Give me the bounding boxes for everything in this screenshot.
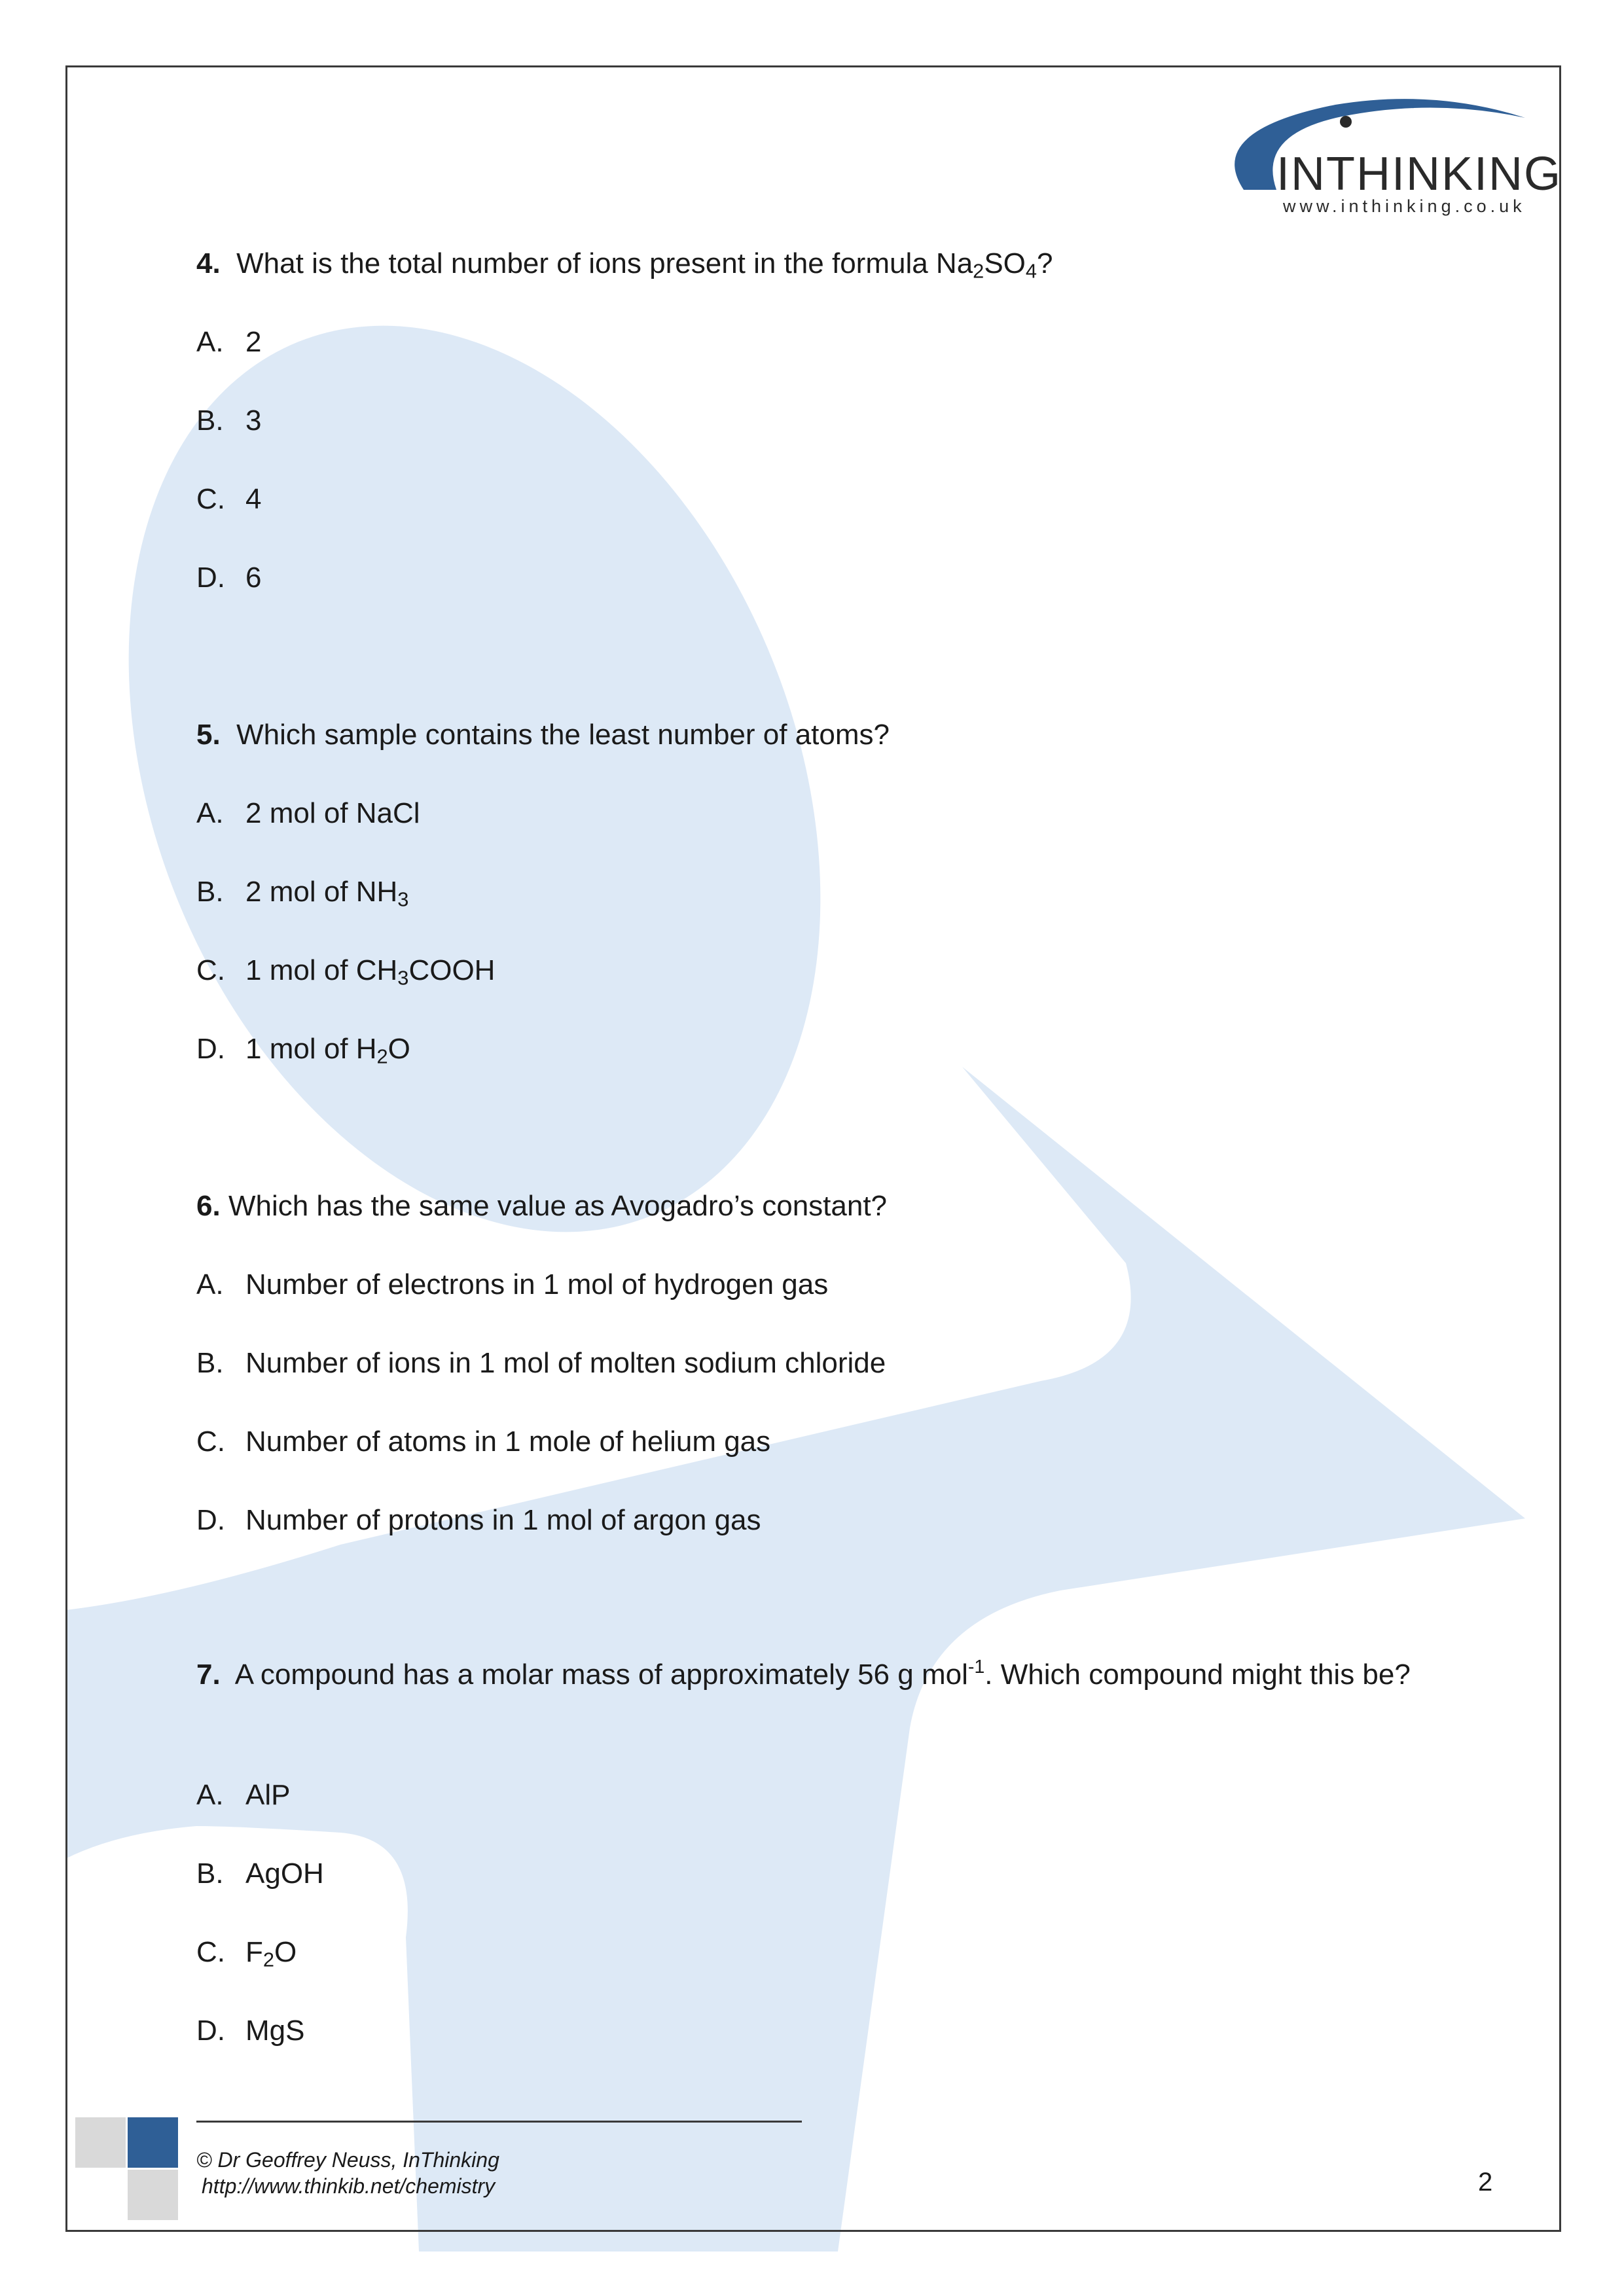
option-text: 4 (245, 483, 262, 515)
option-text: AgOH (245, 1857, 324, 1890)
logo-brand-text: INTHINKING (1276, 148, 1562, 200)
inthinking-logo (1218, 92, 1562, 223)
option-letter: B. (196, 1857, 224, 1890)
option-letter: C. (196, 483, 225, 515)
question-6 (196, 1190, 887, 1223)
answer-option[interactable] (196, 483, 261, 516)
footer-square-gray-2 (128, 2170, 178, 2220)
question-text-part: SO (984, 247, 1026, 279)
option-text-after: O (388, 1033, 410, 1065)
option-letter: D. (196, 1033, 225, 1065)
option-text: F (245, 1936, 263, 1968)
option-letter: A. (196, 326, 224, 358)
footer-credits (196, 2147, 499, 2199)
answer-option[interactable] (196, 1857, 324, 1890)
question-number: 6. (196, 1190, 221, 1222)
question-7 (196, 1655, 1440, 1695)
answer-option[interactable] (196, 562, 261, 594)
page-border (65, 65, 1561, 2232)
option-text: 1 mol of CH (245, 954, 398, 986)
subscript: 3 (397, 966, 409, 990)
answer-option[interactable] (196, 326, 261, 359)
option-text: Number of atoms in 1 mole of helium gas (245, 1426, 771, 1458)
option-letter: C. (196, 1426, 225, 1458)
subscript: 2 (376, 1045, 388, 1068)
answer-option[interactable] (196, 1033, 410, 1066)
option-letter: B. (196, 1347, 224, 1379)
option-text: 2 mol of NH (245, 876, 398, 908)
answer-option[interactable] (196, 404, 261, 437)
question-text: What is the total number of ions present in the formula Na (236, 247, 973, 279)
question-5 (196, 719, 890, 751)
option-letter: A. (196, 797, 224, 829)
footer-divider (196, 2121, 802, 2123)
footer-copyright: © Dr Geoffrey Neuss, InThinking (196, 2148, 499, 2172)
subscript: 4 (1025, 259, 1038, 283)
subscript: 3 (397, 888, 409, 911)
option-letter: D. (196, 1504, 225, 1536)
footer-url[interactable]: http://www.thinkib.net/chemistry (202, 2174, 496, 2198)
answer-option[interactable] (196, 876, 409, 911)
footer-square-gray-1 (75, 2117, 126, 2168)
answer-option[interactable] (196, 2015, 304, 2047)
option-text: 1 mol of H (245, 1033, 377, 1065)
answer-option[interactable] (196, 1504, 761, 1537)
subscript: 2 (262, 1948, 275, 1971)
option-text: 2 (245, 326, 262, 358)
option-text: 2 mol of NaCl (245, 797, 420, 829)
option-letter: B. (196, 404, 224, 437)
answer-option[interactable] (196, 1268, 828, 1301)
superscript: -1 (967, 1656, 985, 1677)
question-4 (196, 247, 1053, 283)
question-text-part: . Which compound might this be? (984, 1659, 1411, 1691)
question-text: Which has the same value as Avogadro’s constant? (228, 1190, 888, 1222)
question-number: 5. (196, 719, 221, 751)
option-text: Number of ions in 1 mol of molten sodium chloride (245, 1347, 886, 1379)
answer-option[interactable] (196, 1347, 886, 1380)
question-number: 4. (196, 247, 221, 279)
option-letter: D. (196, 2015, 225, 2047)
subscript: 2 (973, 259, 984, 283)
option-letter: D. (196, 562, 225, 594)
answer-option[interactable] (196, 954, 496, 990)
page-number: 2 (1478, 2168, 1493, 2197)
answer-option[interactable] (196, 1426, 770, 1458)
option-letter: C. (196, 954, 225, 986)
option-letter: A. (196, 1268, 224, 1300)
option-letter: C. (196, 1936, 225, 1968)
footer-square-blue (128, 2117, 178, 2168)
option-letter: B. (196, 876, 224, 908)
option-text: 6 (245, 562, 262, 594)
option-letter: A. (196, 1779, 224, 1811)
question-text: Which sample contains the least number of atoms? (236, 719, 890, 751)
logo-url: www.inthinking.co.uk (1283, 196, 1526, 216)
answer-option[interactable] (196, 1779, 290, 1812)
option-text: Number of protons in 1 mol of argon gas (245, 1504, 761, 1536)
option-text-after: O (274, 1936, 297, 1968)
option-text: MgS (245, 2015, 305, 2047)
option-text-after: COOH (408, 954, 496, 986)
question-text-part: ? (1037, 247, 1053, 279)
option-text: Number of electrons in 1 mol of hydrogen gas (245, 1268, 829, 1300)
answer-option[interactable] (196, 797, 420, 830)
question-text: A compound has a molar mass of approximately 56 g mol (234, 1659, 968, 1691)
answer-option[interactable] (196, 1936, 297, 1969)
option-text: 3 (245, 404, 262, 437)
option-text: AlP (245, 1779, 291, 1811)
question-number: 7. (196, 1659, 221, 1691)
